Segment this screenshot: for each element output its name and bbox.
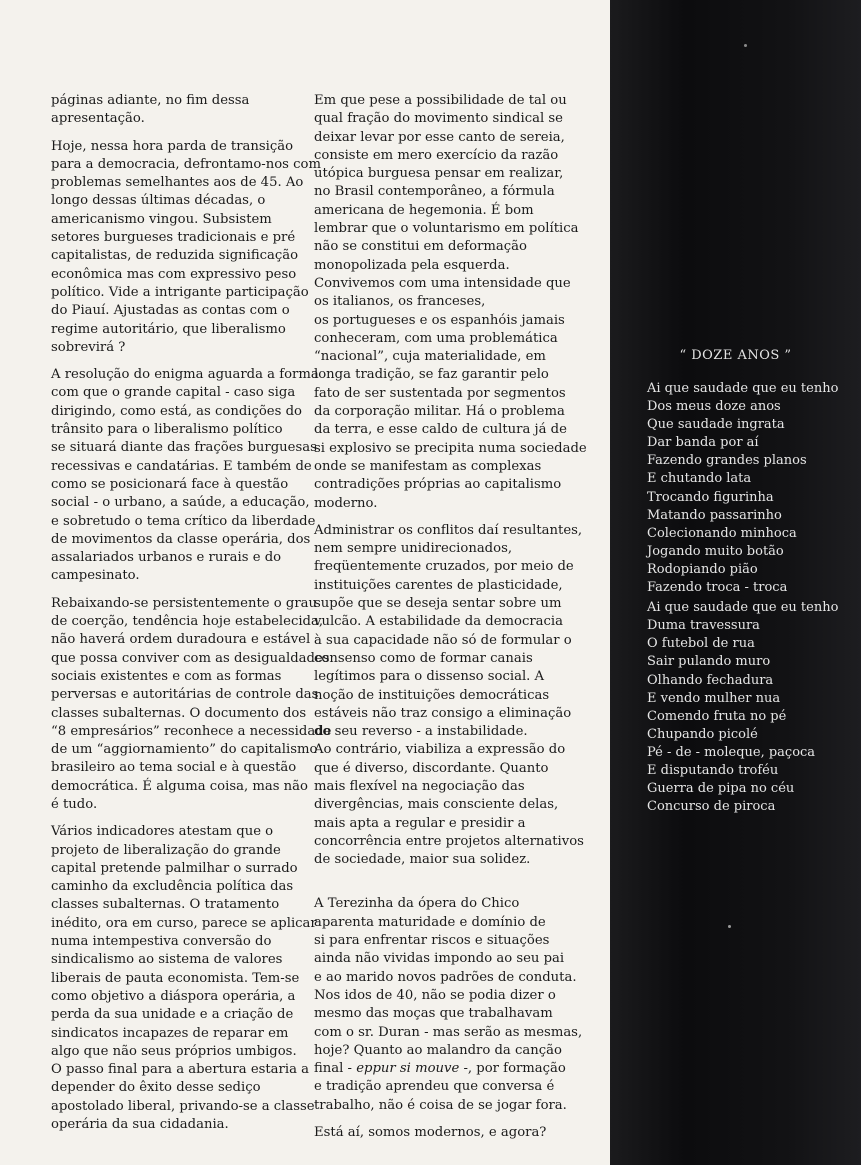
paragraph: Está aí, somos modernos, e agora?	[314, 1125, 547, 1141]
poem-line: E disputando troféu	[647, 762, 779, 778]
paragraph: Administrar os conflitos daí resultantes, nem sempre unidirecionados, freqüentemente cruzados, por meio de instituições carentes de plasticidade, supõe que se deseja sentar sobre um vulcão. A estabilidade da democracia à sua capacidade não só de formular o consenso como de formar canais legítimos para o dissenso social. A noção de instituições democráticas estáveis não traz consigo a eliminação do seu reverso - a instabilidade.	[314, 522, 583, 740]
poem-line: Olhando fechadura	[647, 672, 774, 688]
poem-title: “ DOZE ANOS ”	[679, 348, 792, 363]
poem-line: Duma travessura	[647, 618, 760, 634]
dust-speck	[728, 925, 731, 928]
poem-line: O futebol de rua	[647, 636, 755, 652]
poem-stanza	[647, 599, 857, 816]
poem-line: Colecionando minhoca	[647, 525, 797, 541]
text-column-right	[314, 92, 587, 1151]
poem-line: Fazendo grandes planos	[647, 453, 807, 469]
paragraph: Vários indicadores atestam que o projeto de liberalização do grande capital pretende palmilhar o surrado caminho da excludência política das classes subalternas. O tratamento inédito, ora em curso, parece se aplicar numa intempestiva conversão do sindicalismo ao sistema de valores liberais de pauta economista. Tem-se como objetivo a diáspora operária, a perda da sua unidade e a criação de sindicatos incapazes de reparar em algo que não seus próprios umbigos. O passo final para a abertura estaria a depender do êxito desse sediço apostolado liberal, privando-se a classe operária da sua cidadania.	[51, 824, 317, 1133]
paragraph: páginas adiante, no fim dessa apresentação.	[51, 93, 250, 127]
text-column-left	[51, 92, 332, 1143]
poem-line: Jogando muito botão	[647, 543, 784, 559]
poem-panel	[610, 0, 861, 1165]
poem-line: E vendo mulher nua	[647, 690, 781, 706]
paragraph: Rebaixando-se persistentemente o grau de coerção, tendência hoje estabelecida, não haverá ordem duradoura e estável que possa conviver com as desigualdades sociais existentes e com as formas perversas e autoritárias de controle das classes subalternas. O documento dos “8 empresários” reconhece a necessidade de um “aggiornamiento” do capitalismo brasileiro ao tema social e à questão democrática. É alguma coisa, mas não é tudo.	[51, 595, 332, 812]
poem-line: Ai que saudade que eu tenho	[647, 381, 839, 396]
paragraph: A resolução do enigma aguarda a forma com que o grande capital - caso siga dirigindo, como está, as condições do trânsito para o liberalismo político se situará diante das frações burguesas recessivas e candatárias. E também de como se posicionará face à questão social - o urbano, a saúde, a educação, e sobretudo o tema crítico da liberdade de movimentos da classe operária, dos assalariados urbanos e rurais e do campesinato.	[51, 367, 319, 584]
poem-line: Fazendo troca - troca	[647, 580, 788, 596]
poem-line: Pé - de - moleque, paçoca	[647, 744, 816, 760]
poem-line: Matando passarinho	[647, 507, 782, 523]
mixed-line: final - eppur si mouve -, por formação	[314, 1061, 566, 1077]
poem-line: Dar banda por aí	[647, 435, 759, 451]
poem-line: Dos meus doze anos	[647, 399, 781, 415]
poem-stanza	[647, 380, 857, 597]
poem-line: Concurso de piroca	[647, 799, 776, 815]
poem-line: Rodopiando pião	[647, 561, 758, 577]
poem-body	[647, 380, 857, 818]
poem-line: Que saudade ingrata	[647, 417, 785, 433]
poem-line: Trocando figurinha	[647, 489, 774, 505]
poem-line: Guerra de pipa no céu	[647, 781, 795, 797]
poem-line: E chutando lata	[647, 471, 752, 487]
paragraph: Hoje, nessa hora parda de transição para a democracia, defrontamo-nos com problemas semelhantes aos de 45. Ao longo dessas últimas décadas, o americanismo vingou. Subsistem setores burgueses tradicionais e pré capitalistas, de reduzida significação econômica mas com expressivo peso político. Vide a intrigante participação do Piauí. Ajustadas as contas com o regime autoritário, que liberalismo sobrevirá ?	[51, 138, 321, 355]
poem-line: Comendo fruta no pé	[647, 708, 787, 724]
italic-phrase: eppur si mouve -	[356, 1061, 468, 1077]
paragraph: Ao contrário, viabiliza a expressão do que é diverso, discordante. Quanto mais flexível na negociação das divergências, mais consciente delas, mais apta a regular e presidir a concorrência entre projetos alternativos de sociedade, maior sua solidez.	[314, 742, 584, 868]
poem-line: Chupando picolé	[647, 726, 758, 742]
poem-line: Ai que saudade que eu tenho	[647, 600, 839, 616]
poem-line: Sair pulando muro	[647, 654, 771, 670]
paragraph: A Terezinha da ópera do Chico aparenta maturidade e domínio de si para enfrentar riscos e situações ainda não vividas impondo ao seu pai e ao marido novos padrões de conduta. Nos idos de 40, não se podia dizer o mesmo das moças que trabalhavam com o sr. Duran - mas serão as mesmas, hoje? Quanto ao malandro da canção final - eppur si mouve -, por formação e tradição aprendeu que conversa é trabalho, não é coisa de se jogar fora.	[314, 896, 583, 1113]
paragraph: Em que pese a possibilidade de tal ou qual fração do movimento sindical se deixar levar por esse canto de sereia, consiste em mero exercício da razão utópica burguesa pensar em realizar, no Brasil contemporâneo, a fórmula americana de hegemonia. É bom lembrar que o voluntarismo em política não se constitui em deformação monopolizada pela esquerda. Convivemos com uma intensidade que os italianos, os franceses, os portugueses e os espanhóis jamais conheceram, com uma problemática “nacional”, cuja materialidade, em longa tradição, se faz garantir pelo fato de ser sustentada por segmentos da corporação militar. Há o problema da terra, e esse caldo de cultura já de si explosivo se precipita numa sociedade onde se manifestam as complexas contradições próprias ao capitalismo moderno.	[314, 93, 587, 511]
dust-speck	[744, 44, 747, 47]
